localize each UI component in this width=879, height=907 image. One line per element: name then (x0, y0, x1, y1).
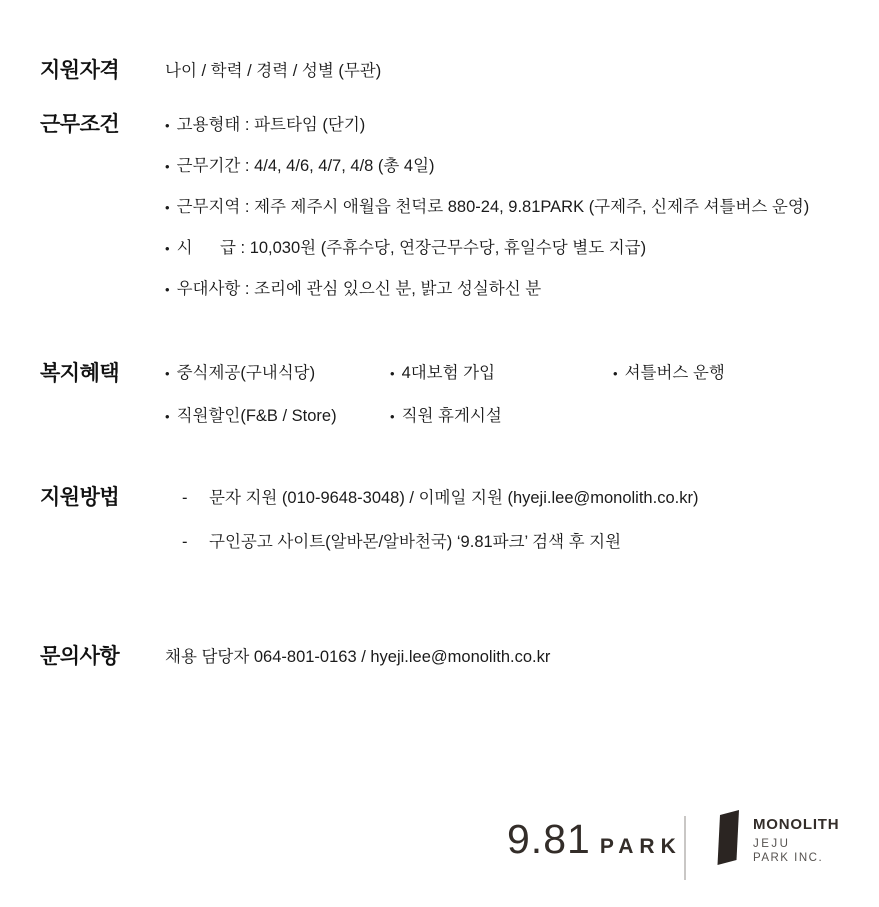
section-contact (40, 642, 550, 672)
bullet-icon: • (165, 118, 170, 133)
benefit-item (390, 395, 613, 438)
section-label-apply: 지원방법 (40, 486, 120, 509)
condition-text: 고용형태 : 파트타임 (단기) (176, 116, 366, 134)
dash-icon: - (182, 489, 188, 507)
condition-item (165, 105, 809, 146)
conditions-list (165, 105, 809, 310)
section-label-benefits: 복지혜택 (40, 362, 120, 385)
section-apply (40, 476, 698, 564)
apply-text: 문자 지원 (010-9648-3048) / 이메일 지원 (hyeji.lee@monolith.co.kr) (209, 489, 699, 507)
park-logo-word: PARK (599, 835, 682, 858)
benefit-text: 중식제공(구내식당) (176, 364, 316, 382)
benefit-text: 셔틀버스 운행 (624, 364, 725, 382)
monolith-wordmark (753, 816, 839, 866)
benefit-item (165, 395, 390, 438)
condition-item (165, 228, 809, 269)
apply-text: 구인공고 사이트(알바몬/알바천국) ‘9.81파크’ 검색 후 지원 (209, 533, 622, 551)
benefits-grid (165, 352, 835, 438)
footer-divider (684, 816, 686, 880)
condition-text: 근무기간 : 4/4, 4/6, 4/7, 4/8 (총 4일) (176, 157, 435, 175)
monolith-icon (713, 808, 743, 873)
monolith-sub-parkinc: PARK INC. (753, 852, 824, 864)
section-label-qualification: 지원자격 (40, 59, 120, 82)
dash-icon: - (182, 533, 188, 551)
section-label-contact: 문의사항 (40, 645, 120, 668)
benefit-text: 직원 휴게시설 (401, 407, 502, 425)
condition-item (165, 146, 809, 187)
section-label-conditions: 근무조건 (40, 113, 120, 136)
park-logo (507, 816, 682, 862)
park-logo-number: 9.81 (507, 816, 591, 862)
condition-item (165, 187, 809, 228)
benefit-text: 4대보험 가입 (401, 364, 496, 382)
bullet-icon: • (390, 366, 395, 381)
apply-list (165, 476, 698, 564)
condition-text: 시 급 : 10,030원 (주휴수당, 연장근무수당, 휴일수당 별도 지급) (176, 239, 647, 257)
section-benefits (40, 352, 835, 438)
bullet-icon: • (165, 366, 170, 381)
apply-item (165, 476, 698, 520)
benefit-text: 직원할인(F&B / Store) (176, 407, 337, 425)
benefit-item (165, 352, 390, 395)
condition-text: 근무지역 : 제주 제주시 애월읍 천덕로 880-24, 9.81PARK (구제주, 신제주 셔틀버스 운영) (176, 198, 810, 216)
contact-content: 채용 담당자 064-801-0163 / hyeji.lee@monolith.co.kr (165, 648, 551, 666)
section-qualification (40, 56, 381, 86)
bullet-icon: • (165, 282, 170, 297)
qualification-content: 나이 / 학력 / 경력 / 성별 (무관) (165, 62, 382, 80)
apply-item (165, 520, 698, 564)
monolith-sub-jeju: JEJU (753, 838, 791, 850)
benefit-item (613, 352, 835, 395)
bullet-icon: • (165, 200, 170, 215)
condition-item (165, 269, 809, 310)
monolith-brand-name: MONOLITH (753, 816, 840, 833)
bullet-icon: • (165, 159, 170, 174)
benefit-item (390, 352, 613, 395)
bullet-icon: • (165, 241, 170, 256)
bullet-icon: • (613, 366, 618, 381)
section-conditions (40, 105, 809, 310)
bullet-icon: • (390, 409, 395, 424)
condition-text: 우대사항 : 조리에 관심 있으신 분, 밝고 성실하신 분 (176, 280, 542, 298)
bullet-icon: • (165, 409, 170, 424)
